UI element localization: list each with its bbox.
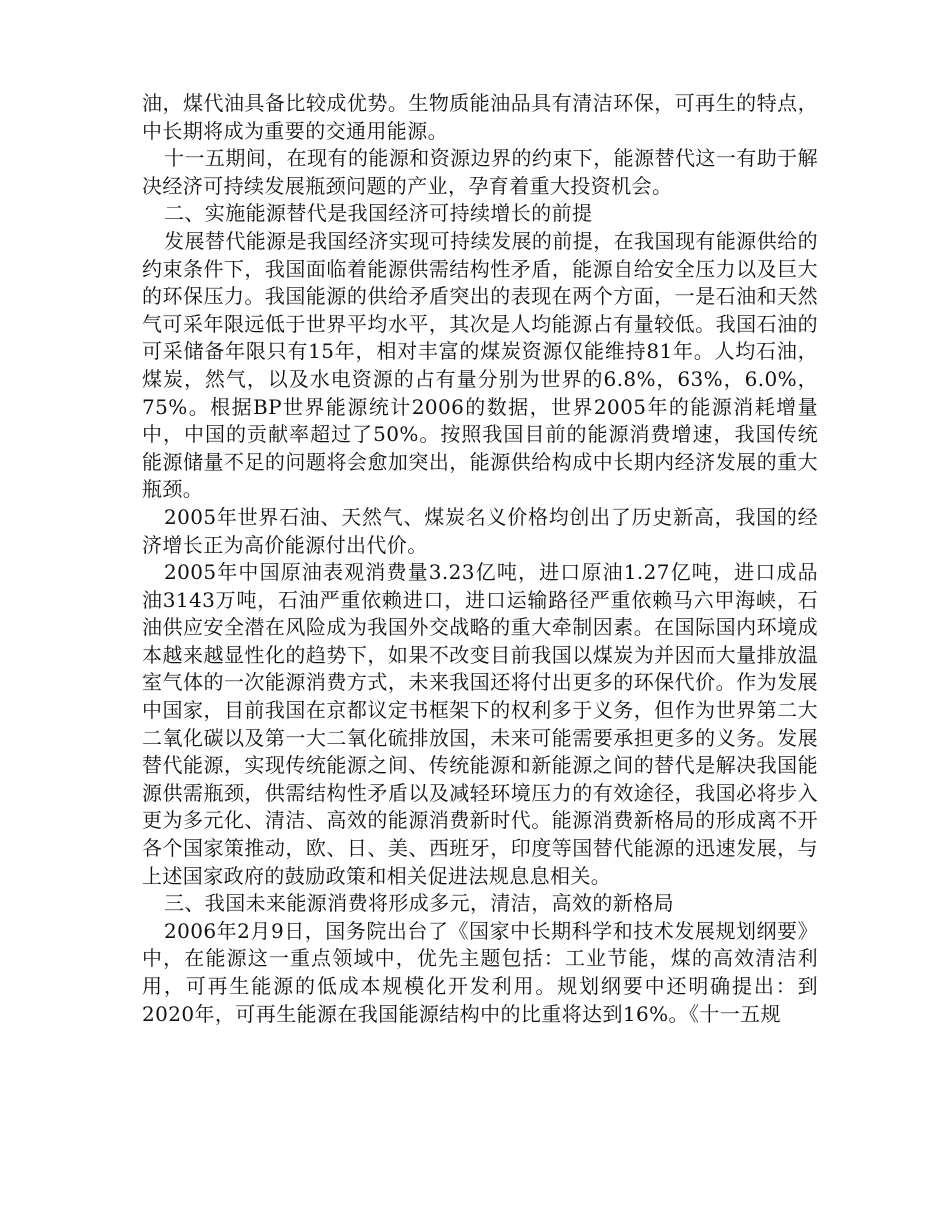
paragraph-1: 油，煤代油具备比较成优势。生物质能油品具有清洁环保，可再生的特点，中长期将成为重要的交通用能源。	[142, 91, 818, 143]
paragraph-6: 2006年2月9日，国务院出台了《国家中长期科学和技术发展规划纲要》中，在能源这一重点领域中，优先主题包括：工业节能，煤的高效清洁利用，可再生能源的低成本规模化开发利用。规划纲要中还明确提出：到2020年，可再生能源在我国能源结构中的比重将达到16%。《十一五规	[142, 918, 818, 1026]
paragraph-2: 十一五期间，在现有的能源和资源边界的约束下，能源替代这一有助于解决经济可持续发展瓶颈问题的产业，孕育着重大投资机会。	[142, 146, 818, 198]
section-heading-2: 二、实施能源替代是我国经济可持续增长的前提	[164, 201, 593, 226]
document-body	[142, 90, 818, 1028]
paragraph-4: 2005年世界石油、天然气、煤炭名义价格均创出了历史新高，我国的经济增长正为高价能源付出代价。	[142, 504, 818, 557]
paragraph-3: 发展替代能源是我国经济实现可持续发展的前提，在我国现有能源供给的约束条件下，我国面临着能源供需结构性矛盾，能源自给安全压力以及巨大的环保压力。我国能源的供给矛盾突出的表现在两个方面，一是石油和天然气可采年限远低于世界平均水平，其次是人均能源占有量较低。我国石油的可采储备年限只有15年，相对丰富的煤炭资源仅能维持81年。人均石油，煤炭，然气，以及水电资源的占有量分别为世界的6.8%，63%，6.0%，75%。根据BP世界能源统计2006的数据，世界2005年的能源消耗增量中，中国的贡献率超过了50%。按照我国目前的能源消费增速，我国传统能源储量不足的问题将会愈加突出，能源供给构成中长期内经济发展的重大瓶颈。	[142, 228, 818, 502]
paragraph-5: 2005年中国原油表观消费量3.23亿吨，进口原油1.27亿吨，进口成品油3143万吨，石油严重依赖进口，进口运输路径严重依赖马六甲海峡，石油供应安全潜在风险成为我国外交战略的重大牵制因素。在国际国内环境成本越来越显性化的趋势下，如果不改变目前我国以煤炭为并因而大量排放温室气体的一次能源消费方式，未来我国还将付出更多的环保代价。作为发展中国家，目前我国在京都议定书框架下的权利多于义务，但作为世界第二大二氧化碳以及第一大二氧化硫排放国，未来可能需要承担更多的义务。发展替代能源，实现传统能源之间、传统能源和新能源之间的替代是解决我国能源供需瓶颈，供需结构性矛盾以及减轻环境压力的有效途径，我国必将步入更为多元化、清洁、高效的能源消费新时代。能源消费新格局的形成离不开各个国家策推动，欧、日、美、西班牙，印度等国替代能源的迅速发展，与上述国家政府的鼓励政策和相关促进法规息息相关。	[142, 560, 818, 888]
section-heading-3: 三、我国未来能源消费将形成多元，清洁，高效的新格局	[164, 891, 674, 916]
